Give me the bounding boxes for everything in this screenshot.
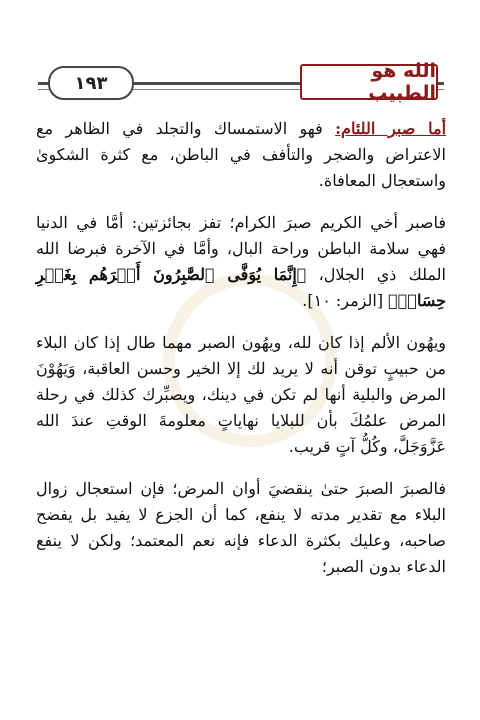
page-number: ١٩٣ (48, 66, 134, 100)
verse-reference: [الزمر: ١٠]. (302, 291, 389, 310)
section-term: أما صبر اللئام: (335, 119, 447, 138)
quran-verse: ﴿إِنَّمَا يُوَفَّى ٱلصَّٰبِرُونَ أَجۡرَهُم بِغَيۡرِ حِسَابٖ﴾ (36, 265, 446, 310)
paragraph-2-text: فاصبر أخي الكريم صبرَ الكرام؛ تفز بجائزتين: أمَّا في الدنيا فهي سلامة الباطن وراحة البال، وأمَّا في الآخرة فبرضا الله الملك ذي الجلال، (36, 213, 446, 284)
paragraph-1-text: فهو الاستمساك والتجلد في الظاهر مع الاعتراض والضجر والتأفف في الباطن، مع كثرة الشكوىٰ واستعجال المعافاة. (36, 119, 446, 190)
body-text (36, 116, 446, 596)
paragraph-3-text: ويهُون الألم إذا كان لله، ويهُون الصبر مهما طال إذا كان البلاء من حبيبٍ توقن أنه لا يريد لك إلا الخير وحسن العاقبة، وَيَهُوْنَ المرض والبلية أنها لم تكن في دينك، ويصبِّرك كذلك في رحلة المرض علمُكَ بأن للبلايا نهاياتٍ معلومةَ الوقتِ عندَ الله عَزَّوَجَلَّ، وكُلُّ آتٍ قريب. (36, 333, 446, 456)
paragraph-4-text: فالصبرَ الصبرَ حتىٰ ينقضيَ أوان المرض؛ فإن استعجال زوال البلاء مع تقدير مدته لا ينفع، كما أن الجزع لا يفيد بل يفضح صاحبه، وعليك بكثرة الدعاء فإنه نعم المعتمد؛ ولكن لا ينفع الدعاء بدون الصبر؛ (36, 479, 446, 576)
page-header (38, 62, 444, 104)
paragraph-3 (36, 330, 446, 460)
paragraph-2 (36, 210, 446, 314)
running-title: الله هو الطبيب (300, 64, 438, 100)
paragraph-1 (36, 116, 446, 194)
paragraph-4 (36, 476, 446, 580)
